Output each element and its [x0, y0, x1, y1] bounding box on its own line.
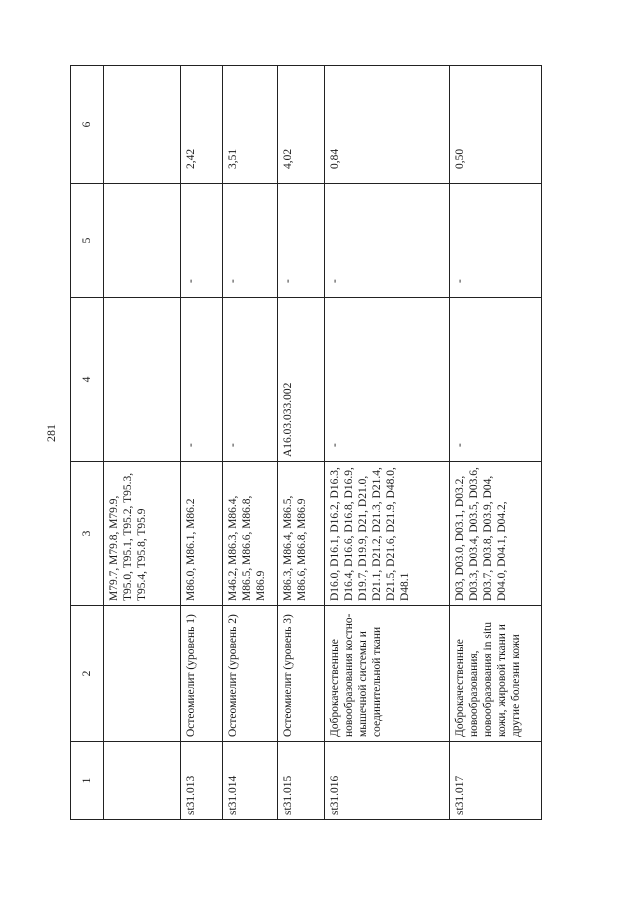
cell-name: Доброкачественные новообразования костно-мышечной системы и соединительной ткани: [325, 606, 450, 742]
cell-name: [104, 606, 181, 742]
cell-coefficient: 4,02: [278, 66, 325, 184]
cell-name: Остеомиелит (уровень 2): [223, 606, 278, 742]
cell-icd-codes: M79.7, M79.8, M79.9, T95.0, T95.1, T95.2, T95.3, T95.4, T95.8, T95.9: [104, 462, 181, 606]
cell-service: -: [223, 298, 278, 462]
cell-icd-codes: M86.3, M86.4, M86.5, M86.6, M86.8, M86.9: [278, 462, 325, 606]
cell-col5: [104, 184, 181, 298]
cell-coefficient: 3,51: [223, 66, 278, 184]
header-col-1: 1: [71, 742, 104, 820]
table-row: [223, 66, 278, 820]
table-container: [70, 66, 523, 820]
cell-code: st31.017: [450, 742, 542, 820]
header-col-2: 2: [71, 606, 104, 742]
table-row: [278, 66, 325, 820]
table-header-row: [71, 66, 104, 820]
cell-code: st31.013: [181, 742, 223, 820]
cell-service: [104, 298, 181, 462]
table-row: [104, 66, 181, 820]
cell-code: st31.015: [278, 742, 325, 820]
cell-coefficient: 2,42: [181, 66, 223, 184]
header-col-5: 5: [71, 184, 104, 298]
cell-service: -: [450, 298, 542, 462]
cell-code: st31.016: [325, 742, 450, 820]
cell-icd-codes: M86.0, M86.1, M86.2: [181, 462, 223, 606]
cell-col5: -: [278, 184, 325, 298]
cell-name: Остеомиелит (уровень 1): [181, 606, 223, 742]
cell-service: A16.03.033.002: [278, 298, 325, 462]
table-row: [450, 66, 542, 820]
cell-coefficient: [104, 66, 181, 184]
cell-coefficient: 0,50: [450, 66, 542, 184]
cell-service: -: [181, 298, 223, 462]
cell-icd-codes: M46.2, M86.3, M86.4, M86.5, M86.6, M86.8, M86.9: [223, 462, 278, 606]
header-col-3: 3: [71, 462, 104, 606]
header-col-6: 6: [71, 66, 104, 184]
cell-col5: -: [181, 184, 223, 298]
cell-col5: -: [223, 184, 278, 298]
cell-service: -: [325, 298, 450, 462]
cell-coefficient: 0,84: [325, 66, 450, 184]
tariff-table: [70, 65, 542, 820]
table-row: [181, 66, 223, 820]
cell-name: Остеомиелит (уровень 3): [278, 606, 325, 742]
cell-code: st31.014: [223, 742, 278, 820]
cell-code: [104, 742, 181, 820]
cell-col5: -: [450, 184, 542, 298]
cell-icd-codes: D16.0, D16.1, D16.2, D16.3, D16.4, D16.6, D16.8, D16.9, D19.7, D19.9, D21, D21.0, D21.1, D21.2, D21.3, D21.4, D21.5, D21.6, D21.9, D48.0, D48.1: [325, 462, 450, 606]
cell-name: Доброкачественные новообразования, новообразования in situ кожи, жировой ткани и другие болезни кожи: [450, 606, 542, 742]
header-col-4: 4: [71, 298, 104, 462]
cell-icd-codes: D03, D03.0, D03.1, D03.2, D03.3, D03.4, D03.5, D03.6, D03.7, D03.8, D03.9, D04, D04.0, D04.1, D04.2,: [450, 462, 542, 606]
table-row: [325, 66, 450, 820]
cell-col5: -: [325, 184, 450, 298]
page-number: 281: [44, 424, 58, 442]
